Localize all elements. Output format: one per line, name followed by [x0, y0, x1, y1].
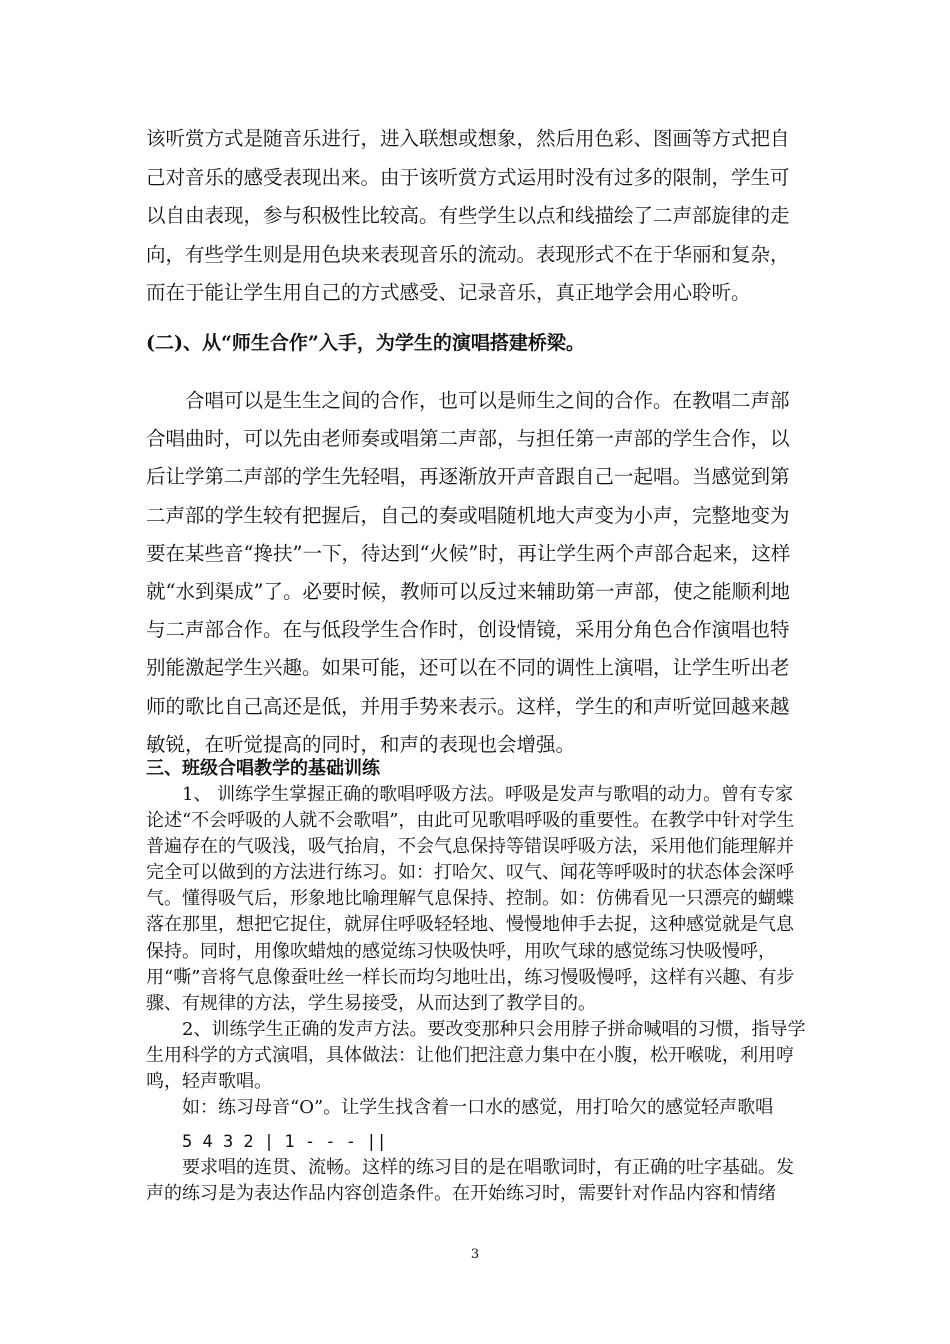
paragraph-listening-method: 该听赏方式是随音乐进行，进入联想或想象，然后用色彩、图画等方式把自己对音乐的感受表现出来。由于该听赏方式运用时没有过多的限制，学生可以自由表现，参与积极性比较高。有些学生以点和线描绘了二声部旋律的走向，有些学生则是用色块来表现音乐的流动。表现形式不在于华丽和复杂，而在于能让学生用自己的方式感受、记录音乐，真正地学会用心聆听。 [146, 127, 790, 304]
paragraph-cooperation: 合唱可以是生生之间的合作，也可以是师生之间的合作。在教唱二声部合唱曲时，可以先由老师奏或唱第二声部，与担任第一声部的学生合作，以后让学第二声部的学生先轻唱，再逐渐放开声音跟自己一起唱。当感觉到第二声部的学生较有把握后，自己的奏或唱随机地大声变为小声，完整地变为要在某些音“搀扶”一下，待达到“火候”时，再让学生两个声部合起来，这样就“水到渠成”了。必要时候，教师可以反过来辅助第一声部，使之能顺利地与二声部合作。在与低段学生合作时，创设情镜，采用分角色合作演唱也特别能激起学生兴趣。如果可能，还可以在不同的调性上演唱，让学生听出老师的歌比自己高还是低，并用手势来表示。这样，学生的和声听觉回越来越敏锐，在听觉提高的同时，和声的表现也会增强。 [146, 389, 791, 756]
paragraph-vowel-exercise: 如：练习母音“O”。让学生找含着一口水的感觉，用打哈欠的感觉轻声歌唱 [182, 1097, 774, 1119]
section-heading-teacher-student: (二)、从“师生合作”入手，为学生的演唱搭建桥梁。 [146, 332, 585, 354]
paragraph-requirements: 要求唱的连贯、流畅。这样的练习目的是在唱歌词时，有正确的吐字基础。发声的练习是为表达作品内容创造条件。在开始练习时，需要针对作品内容和情绪 [146, 1157, 794, 1205]
page-number: 3 [470, 1247, 480, 1262]
paragraph-vocalization: 2、训练学生正确的发声方法。要改变那种只会用脖子拼命喊唱的习惯，指导学生用科学的方式演唱，具体做法：让他们把注意力集中在小腹，松开喉咙，利用哼鸣，轻声歌唱。 [146, 1018, 806, 1093]
paragraph-breathing: 1、 训练学生掌握正确的歌唱呼吸方法。呼吸是发声与歌唱的动力。曾有专家论述“不会呼吸的人就不会歌唱”，由此可见歌唱呼吸的重要性。在教学中针对学生普遍存在的气吸浅，吸气抬肩，不会气息保持等错误呼吸方法，采用他们能理解并完全可以做到的方法进行练习。如：打哈欠、叹气、闻花等呼吸时的状态体会深呼气。懂得吸气后，形象地比喻理解气息保持、控制。如：仿佛看见一只漂亮的蝴蝶落在那里，想把它捉住，就屏住呼吸轻轻地、慢慢地伸手去捉，这种感觉就是气息保持。同时，用像吹蜡烛的感觉练习快吸快呼，用吹气球的感觉练习快吸慢呼，用“嘶”音将气息像蚕吐丝一样长而均匀地吐出，练习慢吸慢呼，这样有兴趣、有步骤、有规律的方法，学生易接受，从而达到了教学目的。 [146, 784, 795, 1014]
section-heading-basic-training: 三、班级合唱教学的基础训练 [146, 758, 380, 779]
music-notation: 5 4 3 2 | 1 - - - || [182, 1132, 387, 1153]
training-section [146, 782, 806, 1207]
